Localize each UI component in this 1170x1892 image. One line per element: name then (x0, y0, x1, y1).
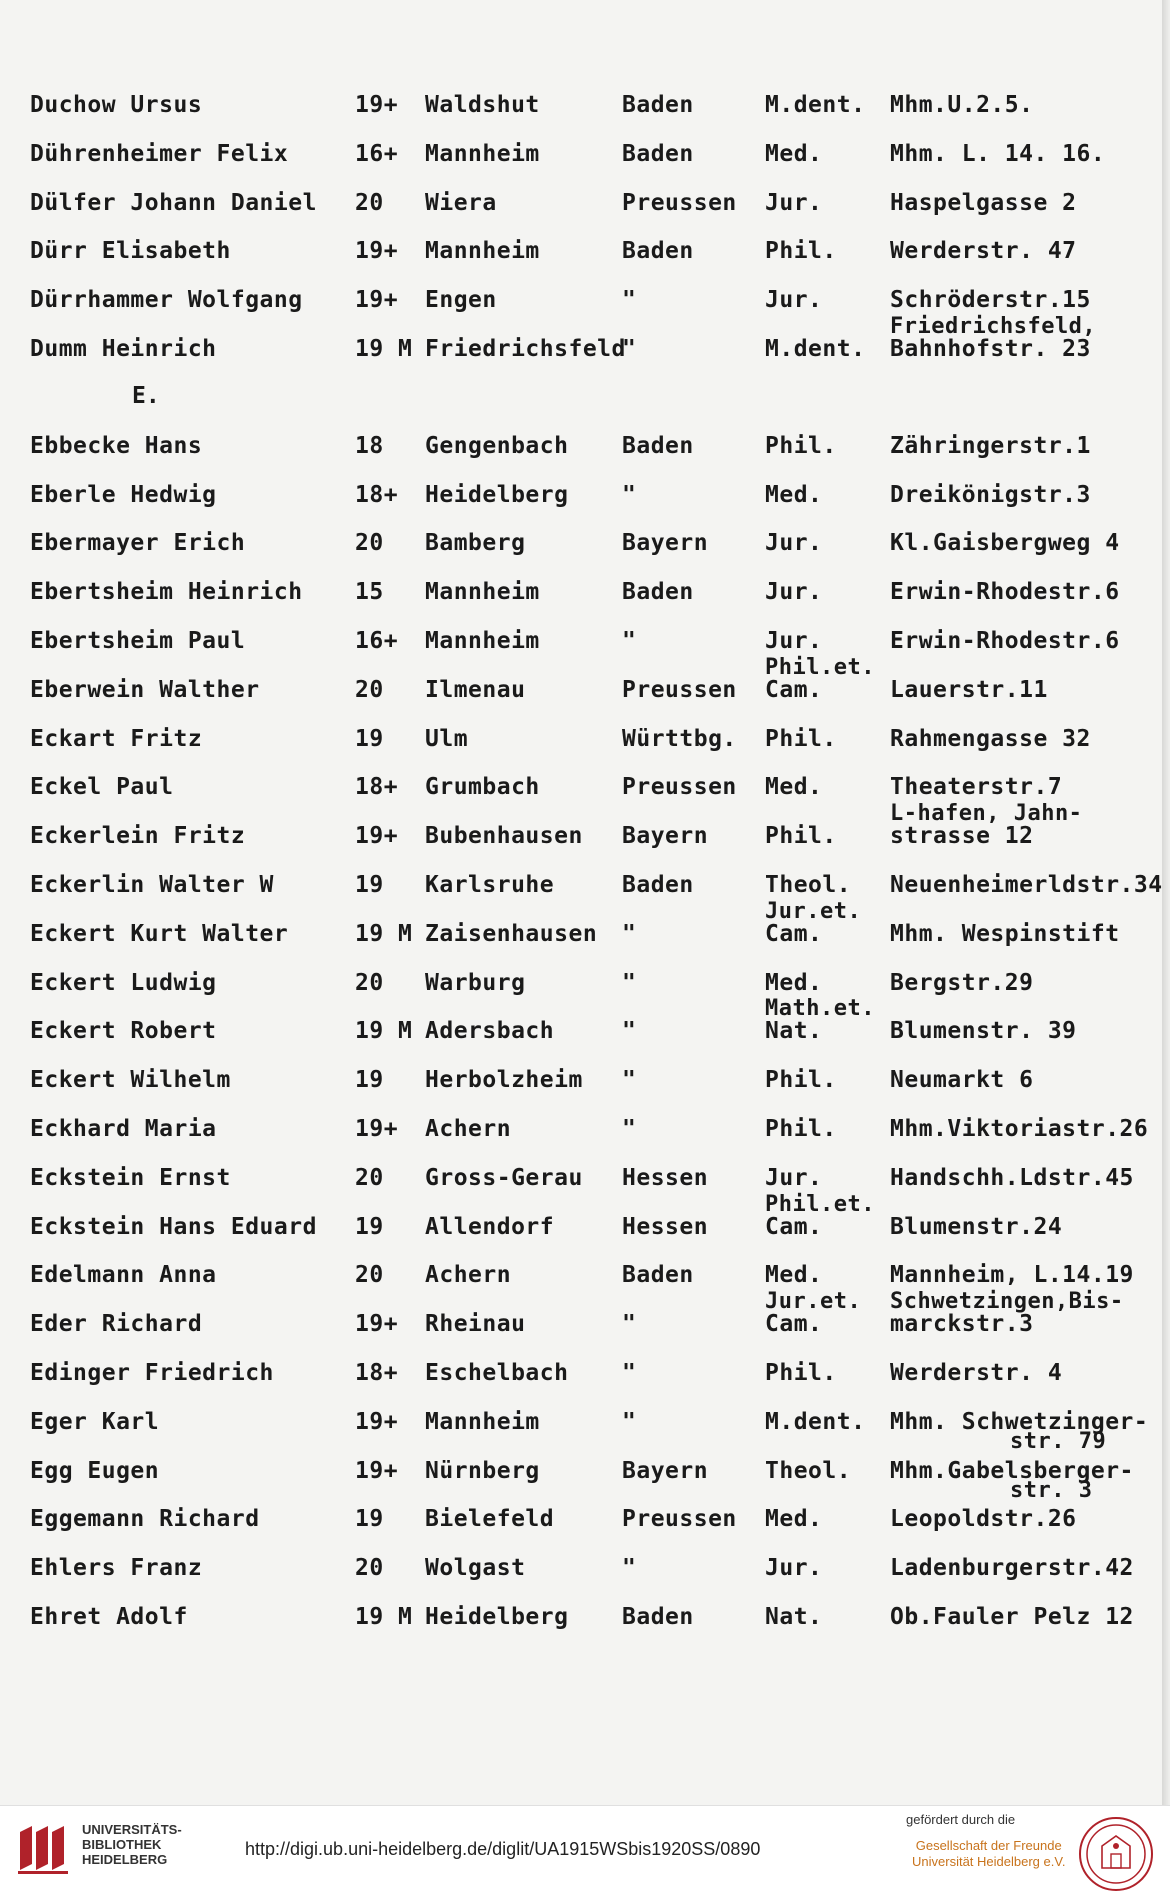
faculty-prefix: Math.et. (765, 996, 875, 1022)
home-state: " (622, 1311, 637, 1338)
home-town: Karlsruhe (425, 872, 555, 898)
semester-count: 18+ (355, 481, 399, 508)
student-name: Ehlers Franz (30, 1555, 203, 1582)
home-state: Baden (622, 140, 694, 167)
home-state: Bayern (622, 823, 709, 850)
semester-count: 20 (355, 1164, 384, 1191)
student-name: Eckert Ludwig (30, 969, 217, 996)
address: Mhm.U.2.5. (890, 92, 1034, 118)
address: Neumarkt 6 (890, 1067, 1034, 1094)
student-name: Duchow Ursus (30, 92, 203, 118)
address: Blumenstr.24 (890, 1213, 1063, 1240)
student-name: Eder Richard (30, 1311, 203, 1338)
home-town: Mannheim (425, 140, 540, 167)
home-town: Heidelberg (425, 1604, 569, 1630)
faculty-prefix: Phil.et. (765, 1191, 875, 1217)
faculty: Med. (765, 774, 823, 801)
student-name: Eggemann Richard (30, 1506, 260, 1533)
student-name: Ebertsheim Paul (30, 628, 246, 654)
sponsor-line-2: Universität Heidelberg e.V. (912, 1854, 1066, 1869)
address: marckstr.3 (890, 1311, 1034, 1338)
home-state: Baden (622, 238, 694, 265)
sponsor-label: gefördert durch die (906, 1812, 1016, 1827)
faculty: Theol. (765, 872, 852, 898)
student-name: Eberle Hedwig (30, 481, 217, 508)
university-library-logo-icon (12, 1818, 74, 1880)
address: Werderstr. 47 (890, 238, 1077, 265)
faculty-prefix: Phil.et. (765, 654, 875, 680)
faculty: Jur. (765, 579, 823, 606)
home-town: Rheinau (425, 1311, 526, 1338)
semester-count: 19+ (355, 823, 399, 850)
faculty: Med. (765, 1262, 823, 1289)
address: strasse 12 (890, 823, 1034, 850)
home-town: Zaisenhausen (425, 920, 598, 947)
student-name: Dürrhammer Wolfgang (30, 287, 303, 314)
home-town: Wiera (425, 189, 497, 216)
faculty: Phil. (765, 725, 837, 752)
student-name: Edinger Friedrich (30, 1360, 274, 1386)
home-town: Mannheim (425, 628, 540, 654)
student-name: Eckhard Maria (30, 1116, 217, 1142)
address: Mannheim, L.14.19 (890, 1262, 1134, 1289)
home-state: " (622, 1555, 637, 1582)
home-state: Baden (622, 432, 694, 459)
student-name: Edelmann Anna (30, 1262, 217, 1289)
student-name: Eckel Paul (30, 774, 174, 801)
semester-count: 19+ (355, 1457, 399, 1484)
student-name: Eckert Kurt Walter (30, 920, 289, 947)
home-state: " (622, 1018, 637, 1045)
home-state: Baden (622, 579, 694, 606)
address: Neuenheimerldstr.34 (890, 872, 1163, 898)
faculty: Med. (765, 1506, 823, 1533)
semester-count: 19+ (355, 92, 399, 118)
student-name: Eberwein Walther (30, 676, 260, 703)
student-name: Dührenheimer Felix (30, 140, 289, 167)
student-name: Ebertsheim Heinrich (30, 579, 303, 606)
home-state: " (622, 1067, 637, 1094)
semester-count: 20 (355, 676, 384, 703)
faculty: Phil. (765, 1116, 837, 1142)
semester-count: 19 M (355, 1604, 413, 1630)
home-town: Grumbach (425, 774, 540, 801)
footer-bar (0, 1805, 1170, 1890)
home-state: " (622, 1408, 637, 1435)
home-state: Preussen (622, 189, 737, 216)
faculty: Jur. (765, 1164, 823, 1191)
address-continuation: str. 79 (1010, 1428, 1107, 1454)
address-prefix: L-hafen, Jahn- (890, 801, 1083, 827)
faculty: Jur. (765, 530, 823, 557)
home-town: Herbolzheim (425, 1067, 583, 1094)
semester-count: 20 (355, 1262, 384, 1289)
home-town: Waldshut (425, 92, 540, 118)
home-state: " (622, 336, 637, 362)
student-name: Eckerlein Fritz (30, 823, 246, 850)
semester-count: 19 M (355, 336, 413, 362)
address: Bergstr.29 (890, 969, 1034, 996)
home-town: Eschelbach (425, 1360, 569, 1386)
home-town: Warburg (425, 969, 526, 996)
home-town: Nürnberg (425, 1457, 540, 1484)
semester-count: 19+ (355, 287, 399, 314)
address: Haspelgasse 2 (890, 189, 1077, 216)
faculty: Jur. (765, 287, 823, 314)
home-town: Ulm (425, 725, 469, 752)
student-name: Eckerlin Walter W (30, 872, 274, 898)
faculty: Jur. (765, 1555, 823, 1582)
semester-count: 19 (355, 725, 384, 752)
address: Dreikönigstr.3 (890, 481, 1091, 508)
home-town: Engen (425, 287, 497, 314)
semester-count: 19+ (355, 238, 399, 265)
home-state: " (622, 1360, 637, 1386)
address: Kl.Gaisbergweg 4 (890, 530, 1120, 557)
home-town: Mannheim (425, 579, 540, 606)
faculty-prefix: Jur.et. (765, 898, 862, 924)
home-state: " (622, 628, 637, 654)
faculty: Nat. (765, 1018, 823, 1045)
library-line-3: HEIDELBERG (82, 1852, 168, 1867)
address: Mhm.Viktoriastr.26 (890, 1116, 1149, 1142)
home-town: Gengenbach (425, 432, 569, 459)
faculty: Med. (765, 969, 823, 996)
faculty: Nat. (765, 1604, 823, 1630)
home-state: Preussen (622, 1506, 737, 1533)
semester-count: 19 (355, 1506, 384, 1533)
faculty: Jur. (765, 628, 823, 654)
home-state: Baden (622, 1604, 694, 1630)
student-name: Eger Karl (30, 1408, 160, 1435)
faculty: M.dent. (765, 1408, 866, 1435)
semester-count: 19+ (355, 1408, 399, 1435)
address: Erwin-Rhodestr.6 (890, 628, 1120, 654)
address: Bahnhofstr. 23 (890, 336, 1091, 362)
address: Handschh.Ldstr.45 (890, 1164, 1134, 1191)
home-town: Mannheim (425, 238, 540, 265)
semester-count: 20 (355, 189, 384, 216)
home-town: Wolgast (425, 1555, 526, 1582)
faculty: Phil. (765, 823, 837, 850)
faculty: Cam. (765, 1213, 823, 1240)
library-line-2: BIBLIOTHEK (82, 1837, 162, 1852)
permalink-url[interactable]: http://digi.ub.uni-heidelberg.de/diglit/UA1915WSbis1920SS/0890 (245, 1839, 761, 1859)
sponsor-line-1: Gesellschaft der Freunde (915, 1838, 1062, 1853)
student-name: Dürr Elisabeth (30, 238, 231, 265)
address: Leopoldstr.26 (890, 1506, 1077, 1533)
semester-count: 19+ (355, 1116, 399, 1142)
home-town: Allendorf (425, 1213, 555, 1240)
address: Schröderstr.15 (890, 287, 1091, 314)
home-state: " (622, 287, 637, 314)
student-name: Ebbecke Hans (30, 432, 203, 459)
address: Ladenburgerstr.42 (890, 1555, 1134, 1582)
faculty: Cam. (765, 920, 823, 947)
faculty: Cam. (765, 676, 823, 703)
home-state: " (622, 1116, 637, 1142)
student-name: Eckart Fritz (30, 725, 203, 752)
section-letter: E. (132, 383, 160, 409)
faculty: Theol. (765, 1457, 852, 1484)
faculty: Phil. (765, 432, 837, 459)
faculty: Phil. (765, 1360, 837, 1386)
library-line-1: UNIVERSITÄTS- (82, 1822, 182, 1837)
semester-count: 20 (355, 969, 384, 996)
student-name: Dumm Heinrich (30, 336, 217, 362)
semester-count: 19 M (355, 920, 413, 947)
semester-count: 20 (355, 1555, 384, 1582)
page-edge (1162, 0, 1170, 1805)
home-state: " (622, 969, 637, 996)
semester-count: 18+ (355, 774, 399, 801)
home-state: Bayern (622, 1457, 709, 1484)
address: Mhm.Gabelsberger- (890, 1457, 1134, 1484)
faculty: M.dent. (765, 336, 866, 362)
student-name: Eckert Robert (30, 1018, 217, 1045)
semester-count: 18 (355, 432, 384, 459)
semester-count: 19 (355, 872, 384, 898)
home-state: " (622, 920, 637, 947)
faculty: M.dent. (765, 92, 866, 118)
home-town: Bielefeld (425, 1506, 555, 1533)
student-name: Eckert Wilhelm (30, 1067, 231, 1094)
student-name: Ebermayer Erich (30, 530, 246, 557)
student-name: Dülfer Johann Daniel (30, 189, 317, 216)
home-state: Baden (622, 92, 694, 118)
home-town: Ilmenau (425, 676, 526, 703)
address: Mhm. L. 14. 16. (890, 140, 1106, 167)
semester-count: 15 (355, 579, 384, 606)
home-town: Gross-Gerau (425, 1164, 583, 1191)
faculty: Jur. (765, 189, 823, 216)
faculty: Med. (765, 140, 823, 167)
address: Ob.Fauler Pelz 12 (890, 1604, 1134, 1630)
home-town: Mannheim (425, 1408, 540, 1435)
semester-count: 20 (355, 530, 384, 557)
semester-count: 19+ (355, 1311, 399, 1338)
semester-count: 16+ (355, 140, 399, 167)
home-town: Adersbach (425, 1018, 555, 1045)
student-name: Eckstein Ernst (30, 1164, 231, 1191)
student-name: Egg Eugen (30, 1457, 160, 1484)
university-seal-icon (1078, 1816, 1154, 1892)
home-state: Bayern (622, 530, 709, 557)
home-state: Hessen (622, 1164, 709, 1191)
home-state: Württbg. (622, 725, 737, 752)
faculty: Phil. (765, 238, 837, 265)
home-state: Baden (622, 1262, 694, 1289)
home-state: Hessen (622, 1213, 709, 1240)
address: Mhm. Wespinstift (890, 920, 1120, 947)
address: Rahmengasse 32 (890, 725, 1091, 752)
address: Mhm. Schwetzinger- (890, 1408, 1149, 1435)
address: Lauerstr.11 (890, 676, 1048, 703)
faculty: Cam. (765, 1311, 823, 1338)
home-town: Achern (425, 1262, 512, 1289)
home-state: " (622, 481, 637, 508)
student-name: Ehret Adolf (30, 1604, 188, 1630)
semester-count: 18+ (355, 1360, 399, 1386)
address: Blumenstr. 39 (890, 1018, 1077, 1045)
semester-count: 19 M (355, 1018, 413, 1045)
home-town: Heidelberg (425, 481, 569, 508)
faculty-prefix: Jur.et. (765, 1289, 862, 1315)
address: Theaterstr.7 (890, 774, 1063, 801)
address: Werderstr. 4 (890, 1360, 1063, 1386)
home-state: Preussen (622, 774, 737, 801)
faculty: Med. (765, 481, 823, 508)
home-state: Baden (622, 872, 694, 898)
semester-count: 16+ (355, 628, 399, 654)
address-prefix: Schwetzingen,Bis- (890, 1289, 1124, 1315)
semester-count: 19 (355, 1067, 384, 1094)
address-prefix: Friedrichsfeld, (890, 314, 1097, 339)
sponsor-name (912, 1838, 1065, 1870)
home-town: Friedrichsfeld (425, 336, 626, 362)
home-state: Preussen (622, 676, 737, 703)
home-town: Bubenhausen (425, 823, 583, 850)
address-continuation: str. 3 (1010, 1477, 1093, 1503)
student-name: Eckstein Hans Eduard (30, 1213, 317, 1240)
home-town: Bamberg (425, 530, 526, 557)
semester-count: 19 (355, 1213, 384, 1240)
home-town: Achern (425, 1116, 512, 1142)
address: Zähringerstr.1 (890, 432, 1091, 459)
address: Erwin-Rhodestr.6 (890, 579, 1120, 606)
faculty: Phil. (765, 1067, 837, 1094)
university-library-name (82, 1822, 182, 1867)
